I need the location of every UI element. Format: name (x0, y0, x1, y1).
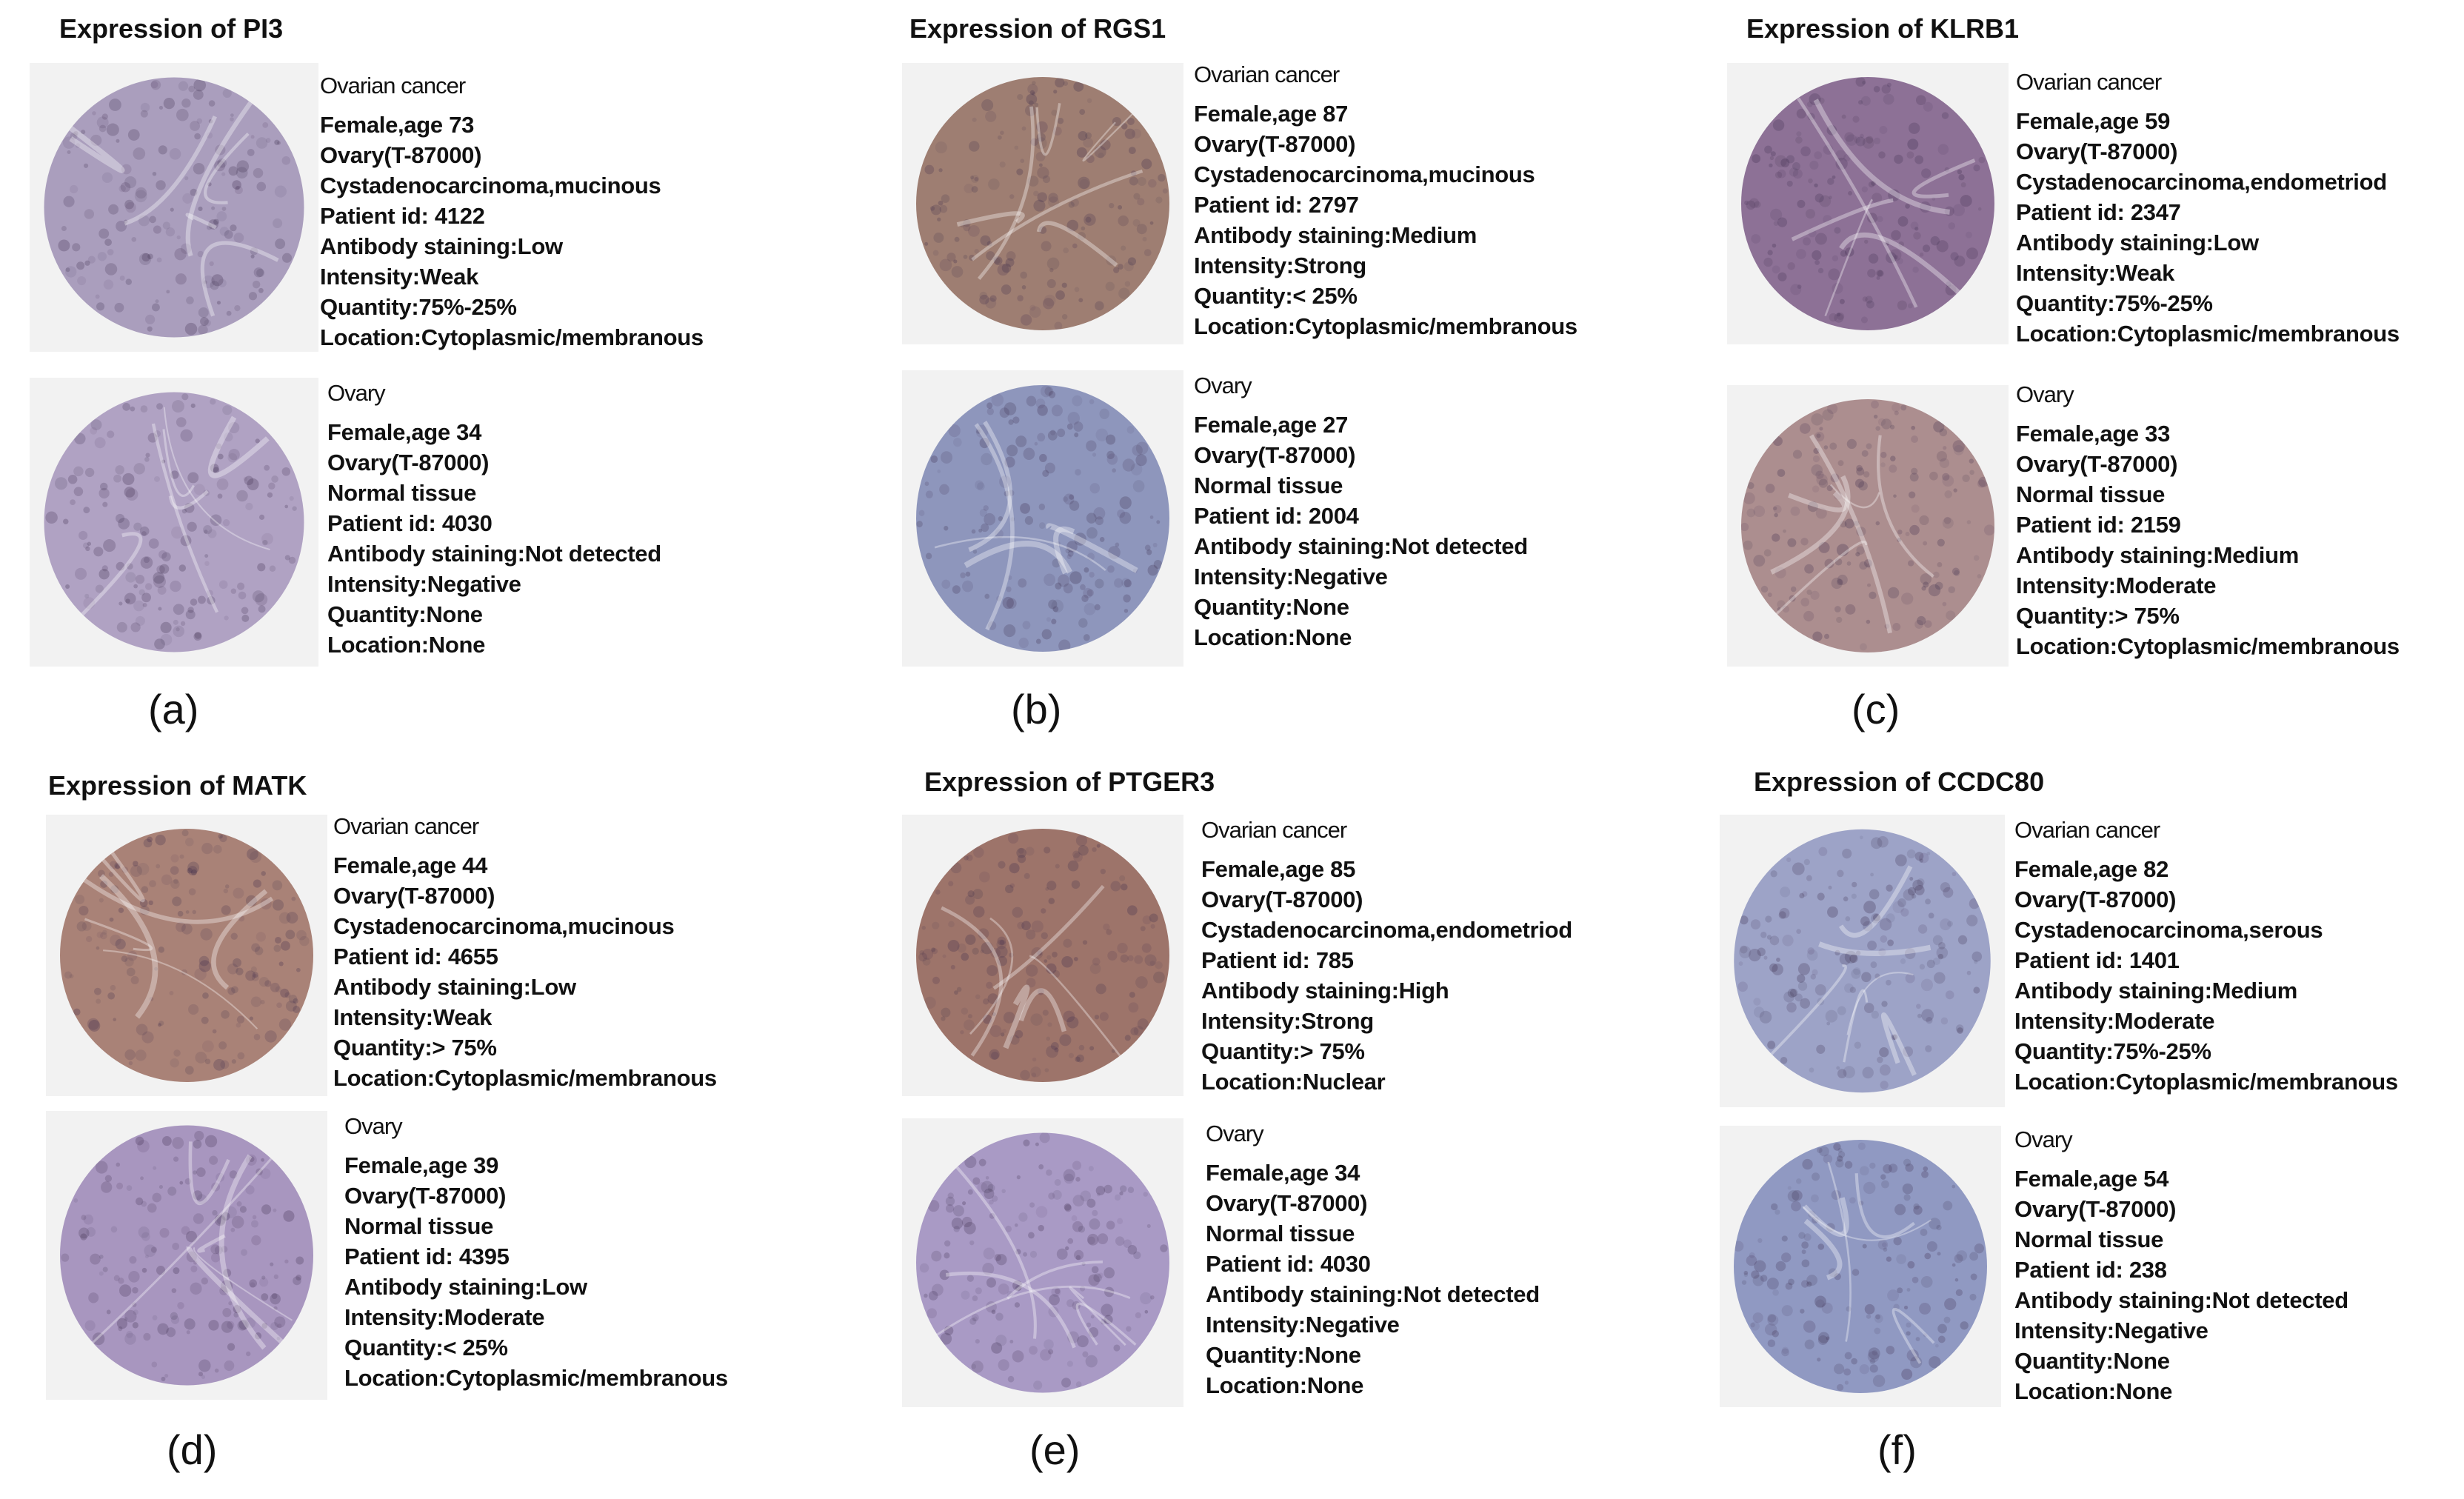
sample-header: Ovary (327, 380, 385, 406)
sample-detail: Location:Cytoplasmic/membranous (333, 1065, 717, 1091)
sample-detail: Quantity:75%-25% (2014, 1038, 2211, 1064)
sample-detail: Patient id: 1401 (2014, 947, 2180, 973)
sample-detail: Location:None (2014, 1378, 2173, 1404)
sample-header: Ovary (2014, 1126, 2072, 1152)
sample-detail: Antibody staining:Medium (2014, 978, 2297, 1004)
sample-detail: Antibody staining:Medium (2016, 542, 2299, 568)
sample-detail: Ovary(T-87000) (2016, 451, 2178, 477)
sample-detail: Quantity:> 75% (333, 1035, 497, 1061)
sample-info (344, 1111, 728, 1393)
sample-detail: Location:None (1206, 1372, 1364, 1398)
sample-detail: Intensity:Weak (2016, 260, 2175, 286)
sample-detail: Ovary(T-87000) (327, 450, 490, 475)
tissue-image (1720, 1126, 2001, 1407)
sample-detail: Ovary(T-87000) (1194, 131, 1356, 157)
sample-detail: Cystadenocarcinoma,mucinous (333, 913, 675, 939)
sample-info (1194, 59, 1577, 341)
sample-detail: Female,age 34 (1206, 1160, 1360, 1186)
tissue-image (30, 63, 318, 352)
sample-detail: Location:Cytoplasmic/membranous (1194, 313, 1577, 339)
panel-label: (f) (1877, 1426, 1917, 1473)
sample-detail: Antibody staining:Not detected (1194, 533, 1528, 559)
panel-label: (c) (1852, 686, 1900, 732)
tissue-image (46, 1111, 327, 1400)
sample-detail: Patient id: 4655 (333, 944, 498, 969)
sample-detail: Female,age 82 (2014, 856, 2169, 882)
sample-detail: Female,age 54 (2014, 1166, 2169, 1192)
sample-detail: Quantity:< 25% (1194, 283, 1358, 309)
panel-title: Expression of MATK (48, 770, 307, 801)
sample-detail: Female,age 34 (327, 419, 482, 445)
sample-info (1206, 1118, 1540, 1400)
sample-detail: Intensity:Weak (320, 264, 479, 290)
sample-detail: Patient id: 238 (2014, 1257, 2167, 1283)
sample-detail: Quantity:75%-25% (2016, 290, 2213, 316)
sample-detail: Cystadenocarcinoma,endometriod (1201, 917, 1572, 943)
sample-detail: Female,age 87 (1194, 101, 1349, 127)
sample-detail: Ovary(T-87000) (2016, 138, 2178, 164)
sample-detail: Quantity:None (327, 601, 483, 627)
panel-title: Expression of CCDC80 (1754, 767, 2045, 797)
sample-header: Ovary (1194, 373, 1252, 398)
sample-detail: Intensity:Moderate (2016, 572, 2217, 598)
sample-detail: Cystadenocarcinoma,endometriod (2016, 169, 2387, 195)
panel-label: (a) (148, 686, 199, 732)
sample-detail: Quantity:None (2014, 1348, 2170, 1374)
sample-detail: Ovary(T-87000) (2014, 1196, 2177, 1222)
sample-detail: Cystadenocarcinoma,mucinous (320, 173, 661, 198)
sample-detail: Quantity:75%-25% (320, 294, 517, 320)
sample-detail: Female,age 59 (2016, 108, 2171, 134)
tissue-image (902, 63, 1183, 344)
tissue-image (46, 815, 327, 1096)
sample-detail: Normal tissue (1194, 473, 1343, 498)
tissue-image (1727, 63, 2009, 344)
panel-title: Expression of PI3 (59, 13, 284, 44)
sample-detail: Antibody staining:Low (333, 974, 576, 1000)
sample-detail: Location:Cytoplasmic/membranous (344, 1365, 728, 1391)
sample-detail: Intensity:Negative (1206, 1312, 1400, 1338)
sample-info (1194, 370, 1528, 652)
sample-detail: Intensity:Negative (2014, 1318, 2208, 1343)
sample-detail: Intensity:Strong (1201, 1008, 1374, 1034)
sample-detail: Location:Cytoplasmic/membranous (2014, 1069, 2398, 1095)
sample-info (333, 811, 717, 1093)
sample-detail: Location:None (327, 632, 486, 658)
sample-detail: Antibody staining:Low (2016, 230, 2259, 256)
sample-detail: Normal tissue (1206, 1221, 1355, 1246)
sample-detail: Normal tissue (2014, 1226, 2164, 1252)
sample-detail: Ovary(T-87000) (1206, 1190, 1368, 1216)
tissue-image (30, 378, 318, 667)
sample-detail: Intensity:Weak (333, 1004, 493, 1030)
sample-detail: Antibody staining:Low (344, 1274, 587, 1300)
tissue-image (1727, 385, 2009, 667)
sample-header: Ovary (344, 1113, 402, 1139)
sample-detail: Ovary(T-87000) (1194, 442, 1356, 468)
sample-detail: Location:Nuclear (1201, 1069, 1386, 1095)
sample-detail: Patient id: 785 (1201, 947, 1354, 973)
sample-info (2016, 379, 2400, 661)
sample-header: Ovarian cancer (2014, 817, 2160, 843)
sample-detail: Quantity:None (1194, 594, 1349, 620)
sample-info (2014, 815, 2398, 1097)
tissue-image (902, 1118, 1183, 1407)
sample-detail: Female,age 27 (1194, 412, 1349, 438)
sample-header: Ovarian cancer (320, 73, 466, 99)
sample-detail: Female,age 39 (344, 1152, 499, 1178)
panel-label: (d) (167, 1426, 218, 1473)
sample-info (1201, 815, 1572, 1097)
sample-detail: Patient id: 2347 (2016, 199, 2181, 225)
sample-detail: Intensity:Moderate (344, 1304, 545, 1330)
sample-detail: Quantity:< 25% (344, 1335, 508, 1361)
sample-detail: Quantity:> 75% (1201, 1038, 1365, 1064)
sample-info (2016, 67, 2400, 349)
tissue-image (1720, 815, 2005, 1107)
sample-detail: Patient id: 2797 (1194, 192, 1359, 218)
panel-title: Expression of RGS1 (909, 13, 1166, 44)
sample-header: Ovarian cancer (333, 813, 479, 839)
sample-detail: Location:None (1194, 624, 1352, 650)
sample-detail: Normal tissue (2016, 481, 2166, 507)
sample-detail: Antibody staining:High (1201, 978, 1449, 1004)
sample-info (2014, 1124, 2348, 1406)
tissue-image (902, 815, 1183, 1096)
sample-detail: Intensity:Negative (327, 571, 521, 597)
sample-detail: Antibody staining:Low (320, 233, 563, 259)
sample-detail: Normal tissue (344, 1213, 494, 1239)
sample-detail: Patient id: 4030 (1206, 1251, 1371, 1277)
sample-detail: Ovary(T-87000) (333, 883, 495, 909)
panel-label: (e) (1029, 1426, 1081, 1473)
tissue-image (902, 370, 1183, 667)
panel-title: Expression of PTGER3 (924, 767, 1215, 797)
sample-detail: Antibody staining:Medium (1194, 222, 1477, 248)
sample-detail: Female,age 73 (320, 112, 475, 138)
sample-detail: Ovary(T-87000) (1201, 887, 1363, 912)
sample-info (327, 378, 661, 660)
panel-title: Expression of KLRB1 (1746, 13, 2020, 44)
sample-detail: Patient id: 4122 (320, 203, 485, 229)
sample-detail: Intensity:Negative (1194, 564, 1388, 590)
sample-detail: Ovary(T-87000) (2014, 887, 2177, 912)
sample-detail: Normal tissue (327, 480, 477, 506)
sample-info (320, 70, 704, 353)
sample-detail: Cystadenocarcinoma,serous (2014, 917, 2323, 943)
sample-detail: Location:Cytoplasmic/membranous (2016, 633, 2400, 659)
sample-detail: Location:Cytoplasmic/membranous (2016, 321, 2400, 347)
sample-detail: Location:Cytoplasmic/membranous (320, 324, 704, 350)
sample-detail: Intensity:Moderate (2014, 1008, 2215, 1034)
panel-label: (b) (1011, 686, 1062, 732)
sample-header: Ovary (1206, 1121, 1263, 1146)
sample-header: Ovary (2016, 381, 2074, 407)
sample-detail: Patient id: 2004 (1194, 503, 1359, 529)
sample-detail: Ovary(T-87000) (344, 1183, 507, 1209)
sample-detail: Patient id: 2159 (2016, 512, 2181, 538)
sample-header: Ovarian cancer (1201, 817, 1347, 843)
sample-detail: Quantity:> 75% (2016, 603, 2180, 629)
sample-detail: Patient id: 4395 (344, 1243, 510, 1269)
sample-detail: Intensity:Strong (1194, 253, 1366, 278)
sample-detail: Patient id: 4030 (327, 510, 493, 536)
sample-detail: Antibody staining:Not detected (1206, 1281, 1540, 1307)
sample-header: Ovarian cancer (2016, 69, 2162, 95)
sample-detail: Female,age 85 (1201, 856, 1356, 882)
sample-detail: Ovary(T-87000) (320, 142, 482, 168)
sample-detail: Cystadenocarcinoma,mucinous (1194, 161, 1535, 187)
sample-header: Ovarian cancer (1194, 61, 1340, 87)
sample-detail: Female,age 44 (333, 852, 488, 878)
sample-detail: Antibody staining:Not detected (327, 541, 661, 567)
sample-detail: Antibody staining:Not detected (2014, 1287, 2348, 1313)
sample-detail: Quantity:None (1206, 1342, 1361, 1368)
sample-detail: Female,age 33 (2016, 421, 2171, 447)
